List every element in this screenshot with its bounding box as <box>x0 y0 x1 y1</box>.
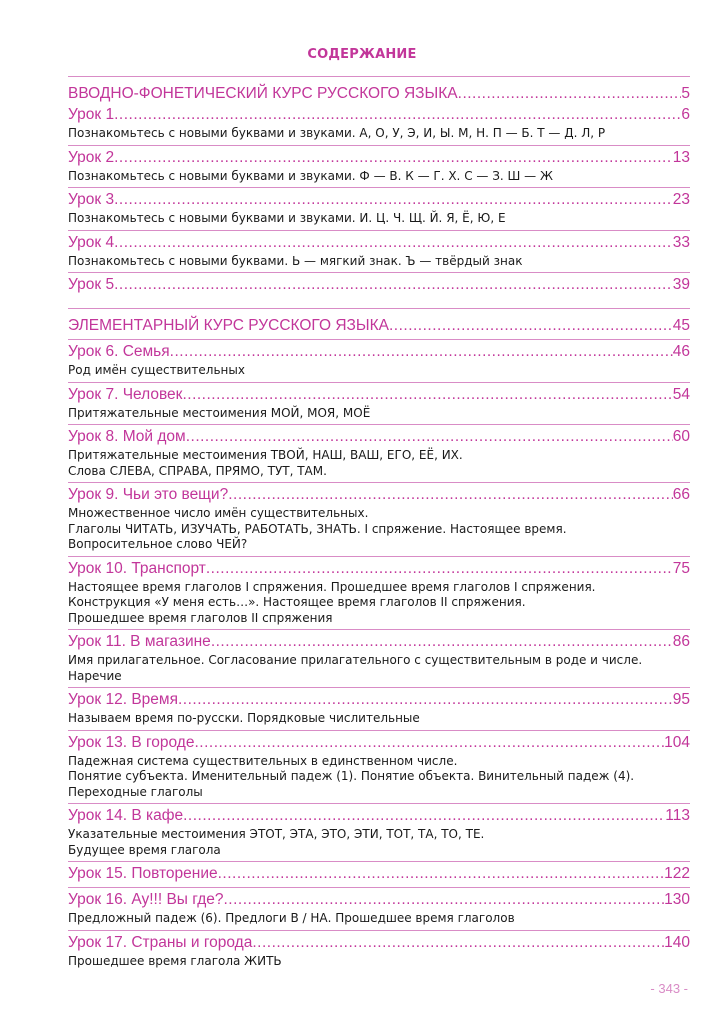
lesson-heading[interactable] <box>68 730 690 752</box>
page-title: СОДЕРЖАНИЕ <box>307 47 417 62</box>
entry-page-number: 13 <box>672 148 690 166</box>
dot-leader <box>178 691 673 709</box>
lesson-item <box>68 887 690 930</box>
lesson-item <box>68 803 690 861</box>
description-line: Познакомьтесь с новыми буквами и звуками. А, О, У, Э, И, Ы. М, Н. П — Б. Т — Д. Л, Р <box>68 126 606 140</box>
lesson-item <box>68 272 690 302</box>
entry-title: ВВОДНО-ФОНЕТИЧЕСКИЙ КУРС РУССКОГО ЯЗЫКА <box>68 85 458 102</box>
lesson-item <box>68 424 690 482</box>
lesson-description <box>68 209 690 230</box>
description-line: Глаголы ЧИТАТЬ, ИЗУЧАТЬ, РАБОТАТЬ, ЗНАТЬ. I спряжение. Настоящее время. <box>68 521 567 536</box>
entry-title: Урок 10. Транспорт <box>68 559 206 577</box>
lesson-item <box>68 930 690 973</box>
dot-leader <box>194 734 664 752</box>
entry-title: Урок 8. Мой дом <box>68 428 186 445</box>
lesson-description <box>68 709 690 730</box>
lesson-item <box>68 382 690 425</box>
description-line: Вопросительное слово ЧЕЙ? <box>68 537 248 551</box>
lesson-description <box>68 651 690 687</box>
dot-leader <box>114 191 673 209</box>
entry-page-number: 140 <box>664 933 690 951</box>
lesson-item <box>68 629 690 687</box>
entry-page-number: 45 <box>672 317 690 334</box>
table-of-contents <box>68 76 690 972</box>
lesson-heading[interactable] <box>68 482 690 504</box>
dot-leader <box>458 85 682 103</box>
dot-leader <box>186 428 673 446</box>
dot-leader <box>114 234 673 252</box>
lesson-item <box>68 103 690 145</box>
lesson-description <box>68 361 690 382</box>
entry-page-number: 104 <box>664 733 690 751</box>
description-line: Множественное число имён существительных. <box>68 506 369 520</box>
entry-page-number: 5 <box>681 85 690 102</box>
entry-title: Урок 16. Ау!!! Вы где? <box>68 891 224 908</box>
description-line: Прошедшее время глагола ЖИТЬ <box>68 953 282 968</box>
lesson-list <box>68 339 690 972</box>
lesson-item <box>68 687 690 730</box>
lesson-item <box>68 230 690 273</box>
description-line: Род имён существительных <box>68 363 245 377</box>
lesson-heading[interactable] <box>68 103 690 124</box>
entry-title: Урок 12. Время <box>68 691 178 708</box>
lesson-heading[interactable] <box>68 145 690 167</box>
dot-leader <box>206 560 673 578</box>
description-line: Настоящее время глаголов I спряжения. Прошедшее время глаголов I спряжения. <box>68 579 596 594</box>
entry-page-number: 86 <box>672 633 690 650</box>
lesson-heading[interactable] <box>68 382 690 404</box>
description-line: Называем время по-русски. Порядковые числительные <box>68 711 420 725</box>
lesson-heading[interactable] <box>68 272 690 294</box>
lesson-heading[interactable] <box>68 803 690 825</box>
lesson-item <box>68 730 690 804</box>
entry-page-number: 39 <box>672 276 690 293</box>
entry-title: Урок 14. В кафе <box>68 807 184 824</box>
lesson-list <box>68 103 690 302</box>
dot-leader <box>211 633 673 651</box>
lesson-heading[interactable] <box>68 887 690 909</box>
lesson-item <box>68 145 690 188</box>
description-line: Познакомьтесь с новыми буквами. Ь — мягкий знак. Ъ — твёрдый знак <box>68 253 523 268</box>
lesson-heading[interactable] <box>68 687 690 709</box>
entry-page-number: 6 <box>681 106 690 123</box>
lesson-item <box>68 861 690 887</box>
description-line: Конструкция «У меня есть…». Настоящее время глаголов II спряжения. <box>68 595 526 609</box>
lesson-heading[interactable] <box>68 230 690 252</box>
entry-page-number: 33 <box>672 233 690 251</box>
entry-page-number: 122 <box>664 865 690 882</box>
dot-leader <box>224 891 665 909</box>
section-heading[interactable] <box>68 76 690 103</box>
description-line: Прошедшее время глаголов II спряжения <box>68 610 333 625</box>
description-line: Притяжательные местоимения ТВОЙ, НАШ, ВАШ, ЕГО, ЕЁ, ИХ. <box>68 448 463 462</box>
toc-section <box>68 76 690 302</box>
page-number: - 343 - <box>650 981 688 996</box>
dot-leader <box>170 343 673 361</box>
entry-title: Урок 3 <box>68 191 115 208</box>
lesson-item <box>68 556 690 630</box>
description-line: Понятие субъекта. Именительный падеж (1). Понятие объекта. Винительный падеж (4). <box>68 769 635 783</box>
entry-title: Урок 15. Повторение <box>68 865 218 882</box>
entry-title: Урок 4 <box>68 233 115 251</box>
lesson-description <box>68 578 690 630</box>
dot-leader <box>228 486 673 504</box>
lesson-description <box>68 167 690 188</box>
lesson-description <box>68 952 690 973</box>
lesson-heading[interactable] <box>68 556 690 578</box>
dot-leader <box>114 149 673 167</box>
lesson-description <box>68 825 690 861</box>
entry-page-number: 75 <box>672 559 690 577</box>
description-line: Познакомьтесь с новыми буквами и звуками. И. Ц. Ч. Щ. Й. Я, Ё, Ю, Е <box>68 211 506 225</box>
lesson-description <box>68 404 690 425</box>
lesson-description <box>68 124 690 145</box>
entry-page-number: 95 <box>672 691 690 708</box>
entry-title: Урок 17. Страны и города <box>68 933 253 951</box>
description-line: Притяжательные местоимения МОЙ, МОЯ, МОЁ <box>68 405 371 420</box>
dot-leader <box>252 934 664 952</box>
description-line: Предложный падеж (6). Предлоги В / НА. Прошедшее время глаголов <box>68 911 515 925</box>
description-line: Переходные глаголы <box>68 784 203 799</box>
entry-page-number: 66 <box>672 486 690 503</box>
description-line: Указательные местоимения ЭТОТ, ЭТА, ЭТО, ЭТИ, ТОТ, ТА, ТО, ТЕ. <box>68 827 485 841</box>
lesson-description <box>68 446 690 482</box>
entry-title: Урок 13. В городе <box>68 733 195 751</box>
entry-title: Урок 11. В магазине <box>68 633 211 650</box>
description-line: Будущее время глагола <box>68 842 221 857</box>
lesson-heading[interactable] <box>68 424 690 446</box>
entry-title: Урок 1 <box>68 106 115 123</box>
lesson-heading[interactable] <box>68 930 690 952</box>
lesson-heading[interactable] <box>68 187 690 209</box>
dot-leader <box>114 106 681 124</box>
description-line: Имя прилагательное. Согласование прилагательного с существительным в роде и числе. <box>68 653 643 667</box>
entry-page-number: 46 <box>672 343 690 360</box>
description-line: Слова СЛЕВА, СПРАВА, ПРЯМО, ТУТ, ТАМ. <box>68 463 327 478</box>
dot-leader <box>114 276 673 294</box>
dot-leader <box>183 807 665 825</box>
lesson-description <box>68 909 690 930</box>
lesson-heading[interactable] <box>68 629 690 651</box>
lesson-heading[interactable] <box>68 339 690 361</box>
entry-title: Урок 9. Чьи это вещи? <box>68 486 229 503</box>
description-line: Познакомьтесь с новыми буквами и звуками. Ф — В. К — Г. Х. С — З. Ш — Ж <box>68 168 553 183</box>
entry-title: Урок 6. Семья <box>68 343 170 360</box>
entry-page-number: 130 <box>664 891 690 908</box>
dot-leader <box>389 317 673 335</box>
entry-title: Урок 2 <box>68 148 115 166</box>
lesson-description <box>68 752 690 804</box>
lesson-item <box>68 339 690 382</box>
dot-leader <box>218 865 665 883</box>
dot-leader <box>182 386 672 404</box>
entry-page-number: 60 <box>672 428 690 445</box>
section-heading[interactable] <box>68 308 690 335</box>
entry-page-number: 54 <box>672 385 690 403</box>
description-line: Падежная система существительных в единственном числе. <box>68 753 458 768</box>
toc-section <box>68 308 690 972</box>
lesson-heading[interactable] <box>68 861 690 883</box>
description-line: Наречие <box>68 668 122 683</box>
entry-page-number: 23 <box>672 191 690 208</box>
lesson-description <box>68 504 690 556</box>
entry-title: ЭЛЕМЕНТАРНЫЙ КУРС РУССКОГО ЯЗЫКА <box>68 317 389 334</box>
entry-page-number: 113 <box>665 807 690 824</box>
lesson-item <box>68 187 690 230</box>
entry-title: Урок 5 <box>68 276 115 293</box>
lesson-description <box>68 252 690 273</box>
lesson-item <box>68 482 690 556</box>
entry-title: Урок 7. Человек <box>68 385 183 403</box>
